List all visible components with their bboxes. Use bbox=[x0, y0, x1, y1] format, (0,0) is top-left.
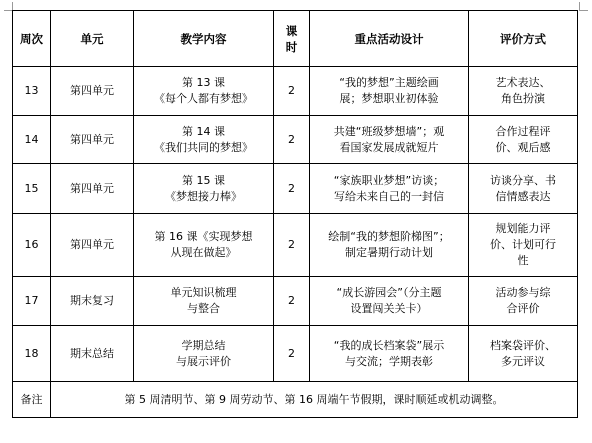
cell-evaluation: 活动参与综 合评价 bbox=[469, 277, 578, 326]
cell-activity: 共建“班级梦想墙”；观 看国家发展成就短片 bbox=[310, 116, 469, 164]
cell-content: 第 13 课 《每个人都有梦想》 bbox=[134, 67, 274, 116]
header-content: 教学内容 bbox=[134, 11, 274, 67]
cell-week: 17 bbox=[13, 277, 51, 326]
cell-activity: “我的梦想”主题绘画 展；梦想职业初体验 bbox=[310, 67, 469, 116]
cell-evaluation: 规划能力评 价、计划可行 性 bbox=[469, 214, 578, 277]
cell-unit: 期末总结 bbox=[51, 326, 134, 382]
header-week: 周次 bbox=[13, 11, 51, 67]
teaching-schedule-table bbox=[12, 10, 578, 418]
cell-content: 第 15 课 《梦想接力棒》 bbox=[134, 164, 274, 214]
cell-content: 学期总结 与展示评价 bbox=[134, 326, 274, 382]
cell-unit: 期末复习 bbox=[51, 277, 134, 326]
cell-content: 第 16 课《实现梦想 从现在做起》 bbox=[134, 214, 274, 277]
cell-evaluation: 访谈分享、书 信情感表达 bbox=[469, 164, 578, 214]
cell-evaluation: 合作过程评 价、观后感 bbox=[469, 116, 578, 164]
note-row bbox=[13, 382, 578, 418]
table-row bbox=[13, 277, 578, 326]
header-evaluation: 评价方式 bbox=[469, 11, 578, 67]
header-row bbox=[13, 11, 578, 67]
table-row bbox=[13, 214, 578, 277]
cell-week: 13 bbox=[13, 67, 51, 116]
note-text: 第 5 周清明节、第 9 周劳动节、第 16 周端午节假期，课时顺延或机动调整。 bbox=[51, 382, 578, 418]
cell-content: 第 14 课 《我们共同的梦想》 bbox=[134, 116, 274, 164]
crop-mark-top-right bbox=[579, 2, 588, 11]
cell-week: 18 bbox=[13, 326, 51, 382]
header-hours: 课 时 bbox=[274, 11, 310, 67]
cell-week: 16 bbox=[13, 214, 51, 277]
cell-hours: 2 bbox=[274, 277, 310, 326]
cell-activity: “成长游园会”（分主题 设置闯关关卡） bbox=[310, 277, 469, 326]
cell-hours: 2 bbox=[274, 214, 310, 277]
cell-content: 单元知识梳理 与整合 bbox=[134, 277, 274, 326]
header-activity: 重点活动设计 bbox=[310, 11, 469, 67]
cell-evaluation: 档案袋评价、 多元评议 bbox=[469, 326, 578, 382]
cell-hours: 2 bbox=[274, 326, 310, 382]
cell-activity: “我的成长档案袋”展示 与交流；学期表彰 bbox=[310, 326, 469, 382]
table-row bbox=[13, 67, 578, 116]
cell-unit: 第四单元 bbox=[51, 214, 134, 277]
cell-hours: 2 bbox=[274, 164, 310, 214]
cell-hours: 2 bbox=[274, 116, 310, 164]
cell-unit: 第四单元 bbox=[51, 67, 134, 116]
cell-unit: 第四单元 bbox=[51, 164, 134, 214]
note-label: 备注 bbox=[13, 382, 51, 418]
cell-unit: 第四单元 bbox=[51, 116, 134, 164]
cell-week: 14 bbox=[13, 116, 51, 164]
table-row bbox=[13, 116, 578, 164]
cell-evaluation: 艺术表达、 角色扮演 bbox=[469, 67, 578, 116]
cell-week: 15 bbox=[13, 164, 51, 214]
header-unit: 单元 bbox=[51, 11, 134, 67]
table-row bbox=[13, 326, 578, 382]
cell-activity: 绘制“我的梦想阶梯图”； 制定暑期行动计划 bbox=[310, 214, 469, 277]
cell-hours: 2 bbox=[274, 67, 310, 116]
cell-activity: “家族职业梦想”访谈； 写给未来自己的一封信 bbox=[310, 164, 469, 214]
table-row bbox=[13, 164, 578, 214]
